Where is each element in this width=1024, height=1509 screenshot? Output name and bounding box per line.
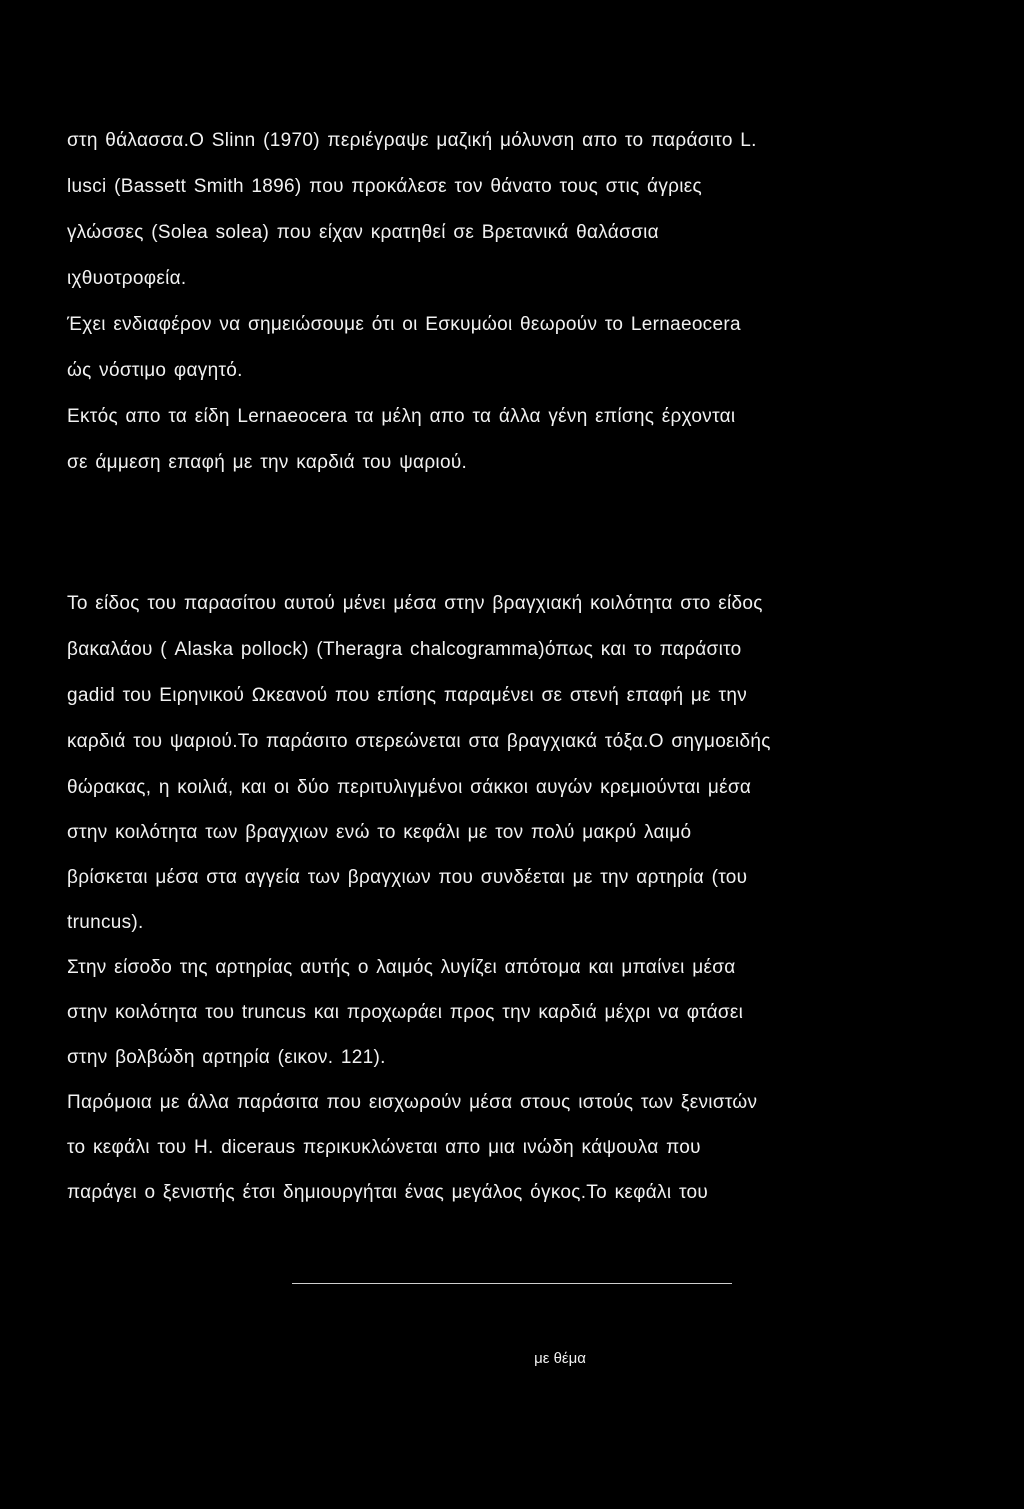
text-line: Εκτός απο τα είδη Lernaeocera τα μέλη απο τα άλλα γένη επίσης έρχονται	[67, 406, 736, 427]
text-line: ιχθυοτροφεία.	[67, 268, 187, 289]
text-line: στην κοιλότητα των βραγχιων ενώ το κεφάλι με τον πολύ μακρύ λαιμό	[67, 822, 692, 843]
text-line: στην κοιλότητα του truncus και προχωράει προς την καρδιά μέχρι να φτάσει	[67, 1002, 744, 1023]
text-line: ώς νόστιμο φαγητό.	[67, 360, 243, 381]
text-line: παράγει ο ξενιστής έτσι δημιουργήται ένας μεγάλος όγκος.Το κεφάλι του	[67, 1182, 709, 1203]
text-line: το κεφάλι του Η. diceraus περικυκλώνεται απο μια ινώδη κάψουλα που	[67, 1137, 701, 1158]
text-line: lusci (Bassett Smith 1896) που προκάλεσε τον θάνατο τους στις άγριες	[67, 176, 702, 197]
text-line: Παρόμοια με άλλα παράσιτα που εισχωρούν μέσα στους ιστούς των ξενιστών	[67, 1092, 758, 1113]
page-footer: με θέμα	[534, 1350, 586, 1367]
text-line: θώρακας, η κοιλιά, και οι δύο περιτυλιγμένοι σάκκοι αυγών κρεμιούνται μέσα	[67, 777, 752, 798]
text-line: στην βολβώδη αρτηρία (εικον. 121).	[67, 1047, 386, 1068]
text-line: Στην είσοδο της αρτηρίας αυτής ο λαιμός λυγίζει απότομα και μπαίνει μέσα	[67, 957, 736, 978]
text-line: καρδιά του ψαριού.Το παράσιτο στερεώνεται στα βραγχιακά τόξα.Ο σηγμοειδής	[67, 731, 771, 752]
text-line: Το είδος του παρασίτου αυτού μένει μέσα στην βραγχιακή κοιλότητα στο είδος	[67, 593, 763, 614]
text-line: gadid του Ειρηνικού Ωκεανού που επίσης παραμένει σε στενή επαφή με την	[67, 685, 747, 706]
text-line: στη θάλασσα.Ο Slinn (1970) περιέγραψε μαζική μόλυνση απο το παράσιτο L.	[67, 130, 757, 151]
text-line: βρίσκεται μέσα στα αγγεία των βραγχιων που συνδέεται με την αρτηρία (του	[67, 867, 748, 888]
text-line: γλώσσες (Solea solea) που είχαν κρατηθεί σε Βρετανικά θαλάσσια	[67, 222, 659, 243]
footer-divider	[292, 1283, 732, 1284]
text-line: Έχει ενδιαφέρον να σημειώσουμε ότι οι Εσκυμώοι θεωρούν το Lernaeocera	[67, 314, 741, 335]
text-line: truncus).	[67, 912, 144, 933]
text-line: σε άμμεση επαφή με την καρδιά του ψαριού.	[67, 452, 468, 473]
text-line: βακαλάου ( Alaska pollock) (Theragra chalcogramma)όπως και το παράσιτο	[67, 639, 742, 660]
